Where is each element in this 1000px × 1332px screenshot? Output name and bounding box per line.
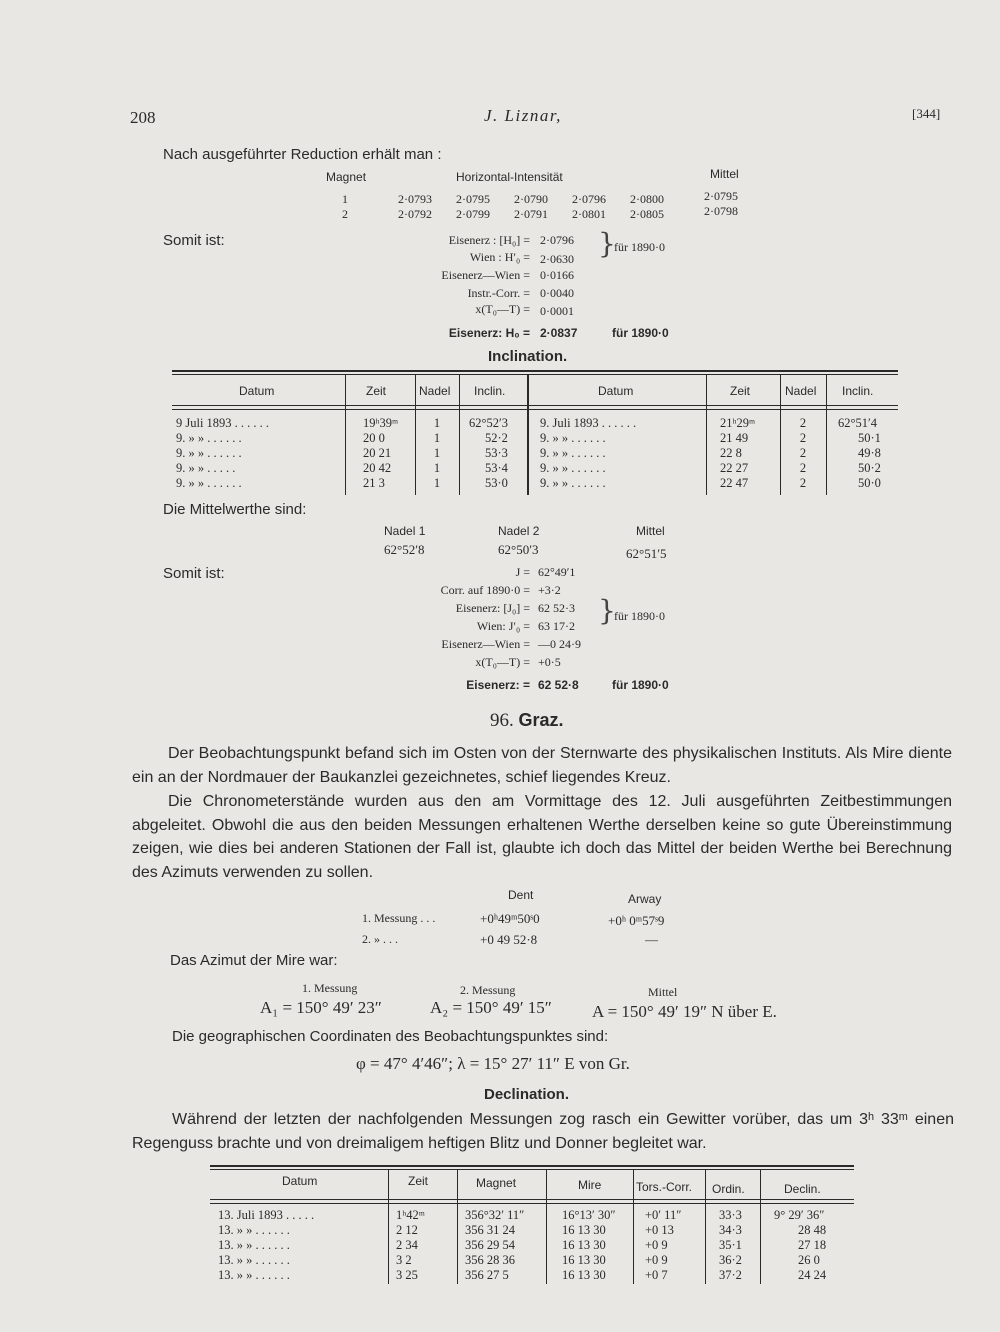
table-row: 9. » » . . . . . . 20 21 1 53·3 [176,446,508,460]
section-number: 96. [490,710,514,731]
somit1-result-value: 2·0837 [540,326,578,340]
table-rule-header-thin [172,409,898,410]
table-row: 9. » » . . . . . 20 42 1 53·4 [176,461,508,475]
inclination-left-table [176,416,527,491]
azimut-label: Das Azimut der Mire war: [170,952,338,969]
somit2-result-epoch: für 1890·0 [612,678,669,692]
author-header: J. Liznar, [484,106,562,125]
table-rule-header [172,405,898,406]
th-zeit: Zeit [730,384,751,398]
coords-value: φ = 47° 4′46″; λ = 15° 27′ 11″ E von Gr. [356,1054,630,1073]
somit-label-2: Somit ist: [163,565,225,582]
th-inclin: Inclin. [842,384,874,398]
table-divider [527,375,529,495]
paragraph: Die Chronometerstände wurden aus den am Vormittage des 12. Juli ausgeführten Zeitbestimmungen abgeleitet. Obwohl die aus den beiden Messungen erhaltenen Werthe derselben keine so gute Übereinstimmung zeigen, wie dies bei anderen Stationen der Fall ist, glaubte ich doch das Mittel der beiden Werthe bei Berechnung des Azimuts verwenden zu sollen. [132,793,952,881]
th-declin: Declin. [784,1182,821,1196]
page-number: 208 [130,108,156,127]
table-row: 9. » » . . . . . . 22 47 2 50·0 [540,476,881,490]
paragraph: Während der letzten der nachfolgenden Messungen zog rasch ein Gewitter vorüber, das um 3ʰ 33ᵐ einen Regenguss brachte und von dreimaligem heftigen Blitz und Donner begleitet war. [132,1111,954,1152]
th-mire: Mire [578,1178,602,1192]
az-header-2: 2. Messung [460,983,516,997]
table-row: 13. » » . . . . . . 2 12 356 31 24 16 13 30 +0 13 34·3 28 48 [218,1223,827,1237]
table-row: 9 Juli 1893 . . . . . . 19ʰ39ᵐ 1 62°52ʹ3 [176,416,508,430]
col-magnet: Magnet [326,170,367,184]
mw-value-nadel2: 62°50ʹ3 [498,542,539,557]
table-row: 9. » » . . . . . . 21 3 1 53·0 [176,476,508,490]
somit2-result-label: Eisenerz: = [466,678,530,692]
paragraph: Der Beobachtungspunkt befand sich im Osten von der Sternwarte des physikalischen Instituts. Als Mire diente ein an der Nordmauer der Baukanzlei gezeichnetes, schief liegendes Kreuz. [132,745,952,786]
az-value-1: A₁ = 150° 49′ 23″ [260,998,382,1017]
table-row: 9. » » . . . . . . 22 8 2 49·8 [540,446,881,460]
th-zeit: Zeit [366,384,387,398]
th-ordin: Ordin. [712,1182,745,1196]
table-row: 9. Juli 1893 . . . . . . 21ʰ29ᵐ 2 62°51ʹ4 [540,416,877,430]
th-nadel: Nadel [785,384,817,398]
az-header-1: 1. Messung [302,981,358,995]
th-datum: Datum [282,1174,318,1188]
inclination-right-table [540,416,898,491]
somit-label-1: Somit ist: [163,232,225,249]
mw-header-nadel2: Nadel 2 [498,524,540,538]
col-horizontal-intensitaet: Horizontal-Intensität [456,170,563,184]
table-row: 9. » » . . . . . . 22 27 2 50·2 [540,461,881,475]
brace-icon: } [598,594,616,627]
mittelwerthe-label: Die Mittelwerthe sind: [163,501,307,518]
coords-label: Die geographischen Coordinaten des Beobachtungspunktes sind: [172,1028,609,1045]
col-dent: Dent [508,888,534,902]
mw-value-mittel: 62°51ʹ5 [626,546,667,561]
inclination-title: Inclination. [488,348,568,365]
table-row: 13. Juli 1893 . . . . . 1ʰ42ᵐ 356°32′ 11″ 16°13′ 30″ +0′ 11″ 33·3 9° 29′ 36″ [218,1208,825,1222]
book-page: 208 J. Liznar, [344] Nach ausgeführter Reduction erhält man : Magnet Horizontal-Intensität Mittel 1 2·0793 2·0795 2·0790 2·0796 2·0800 2·0795 2 2·0792 2·0799 2·0791 2·0801 2·0805 2·0798 Somit ist: Eisenerz : [H₀] = 2·0796 Wien : H′₀ = 2·0630 Eisenerz—Wien = 0·0166 Instr.-Corr. = 0·0040 x(T₀—T) = 0·0001 } für 1890·0 Eisenerz: H₀ = 2·0837 für 1890·0 Inclination. Datum Zeit Nadel Inclin. Datum Zeit Nadel Inclin. 9 Juli 1893 . . . . . . 19ʰ39ᵐ 1 62°52ʹ3 9. » » . . . . . . 20 0 1 52·2 9. » » . . . . . . 20 21 1 53·3 9. » » . . . . . 20 42 1 53·4 9. » » . . . . . . 21 3 1 53·0 9. Juli 1893 . . . . . . 21ʰ29ᵐ 2 62°51ʹ4 9. » » . . . . . . 21 49 2 50·1 9. » » . . . . . . 22 8 2 49·8 9. » » . . . . . . 22 27 2 50·2 9. » » . . . . . . 22 47 2 50·0 Die Mittelwerthe sind: Nadel 1 Nadel 2 Mittel 62°52ʹ8 62°50ʹ3 62°51ʹ5 Somit ist: J = 62°49ʹ1 Corr. auf 1890·0 = +3·2 Eisenerz: [J₀] = 62 52·3 Wien: J′₀ = 63 17·2 Eisenerz—Wien = —0 24·9 x(T₀—T) = +0·5 } für 1890·0 Eisenerz: = 62 52·8 für 1890·0 96. Graz. Der Beobachtungspunkt befand sich im Osten von der Sternwarte des physikalischen Instituts. Als Mire diente ein an der Nordmauer der Baukanzlei gezeichnetes, schief liegendes Kreuz. Die Chronometerstände wurden aus den am Vormittage des 12. Juli ausgeführten Zeitbestimmungen abgeleitet. Obwohl die aus den beiden Messungen erhaltenen Werthe derselben keine so gute Übereinstimmung zeigen, wie dies bei anderen Stationen der Fall ist, glaubte ich doch das Mittel der beiden Werthe bei Berechnung des Azimuts verwenden zu sollen. Dent Arway 1. Messung . . . +0ʰ49ᵐ50ˢ0 +0ʰ 0ᵐ57ˢ9 2. » . . . +0 49 52·8 — Das Azimut der Mire war: 1. Messung 2. Messung Mittel A₁ = 150° 49′ 23″ A₂ = 150° 49′ 15″ A = 150° 49′ 19″ N über E. Die geographischen Coordinaten des Beobachtungspunktes sind: φ = 47° 4′46″; λ = 15° 27′ 11″ E von Gr. Declination. Während der letzten der nachfolgenden Messungen zog rasch ein Gewitter vorüber, das um 3ʰ 33ᵐ einen Regenguss brachte und von dreimaligem heftigen Blitz und Donner begleitet war. Datum Zeit Magnet Mire Tors.-Corr. Ordin. Declin. 13. Juli 1893 . . . . . 1ʰ42ᵐ 356°32′ 11″ 16°13′ 30″ +0′ 11″ 33·3 9° 29′ 36″ 13. » » . . . . . . 2 12 356 31 24 16 13 30 +0 13 34·3 28 48 13. » » . . . . . . 2 34 356 29 54 16 13 30 +0 9 35·1 27 18 13. » » . . . . . . 3 2 356 28 36 16 13 30 +0 9 36·2 26 0 13. » » . . . . . . 3 25 356 27 5 16 13 30 +0 7 37·2 24 24 [130,106,954,1282]
declination-title: Declination. [484,1086,570,1103]
table-row: 13. » » . . . . . . 3 25 356 27 5 16 13 30 +0 7 37·2 24 24 [218,1268,827,1282]
declination-table [218,1208,850,1283]
table-rule-top [210,1165,854,1167]
table-rule-top [172,370,898,372]
section-title: Graz. [518,710,564,730]
mw-header-nadel1: Nadel 1 [384,524,426,538]
table-row: 13. » » . . . . . . 2 34 356 29 54 16 13 30 +0 9 35·1 27 18 [218,1238,827,1252]
col-arway: Arway [628,892,662,906]
section-heading [490,710,564,732]
reduction-intro: Nach ausgeführter Reduction erhält man : [163,146,442,163]
bracket-page-number: [344] [912,106,941,121]
table-rule-header [210,1199,854,1200]
az-header-mittel: Mittel [648,985,678,999]
mw-header-mittel: Mittel [636,524,665,538]
somit1-result-epoch: für 1890·0 [612,326,669,340]
th-nadel: Nadel [419,384,451,398]
th-inclin: Inclin. [474,384,506,398]
az-value-mittel: A = 150° 49′ 19″ N über E. [592,1002,777,1021]
th-magnet: Magnet [476,1176,517,1190]
mw-value-nadel1: 62°52ʹ8 [384,542,425,557]
table-rule-header-thin [210,1203,854,1204]
somit2-brace-label: für 1890·0 [614,609,665,623]
table-row: 13. » » . . . . . . 3 2 356 28 36 16 13 30 +0 9 36·2 26 0 [218,1253,820,1267]
somit2-result-value: 62 52·8 [538,678,579,692]
somit1-result-label: Eisenerz: H₀ = [448,326,530,340]
table-row: 9. » » . . . . . . 21 49 2 50·1 [540,431,881,445]
th-datum: Datum [239,384,275,398]
brace-icon: } [598,227,616,260]
table-rule-top-thin [172,374,898,375]
table-row: 9. » » . . . . . . 20 0 1 52·2 [176,431,508,445]
table-rule-top-thin [210,1169,854,1170]
th-tors-corr: Tors.-Corr. [636,1180,693,1194]
col-mittel: Mittel [710,167,739,181]
az-value-2: A₂ = 150° 49′ 15″ [430,998,552,1017]
th-zeit: Zeit [408,1174,429,1188]
somit1-brace-label: für 1890·0 [614,240,665,254]
th-datum: Datum [598,384,634,398]
